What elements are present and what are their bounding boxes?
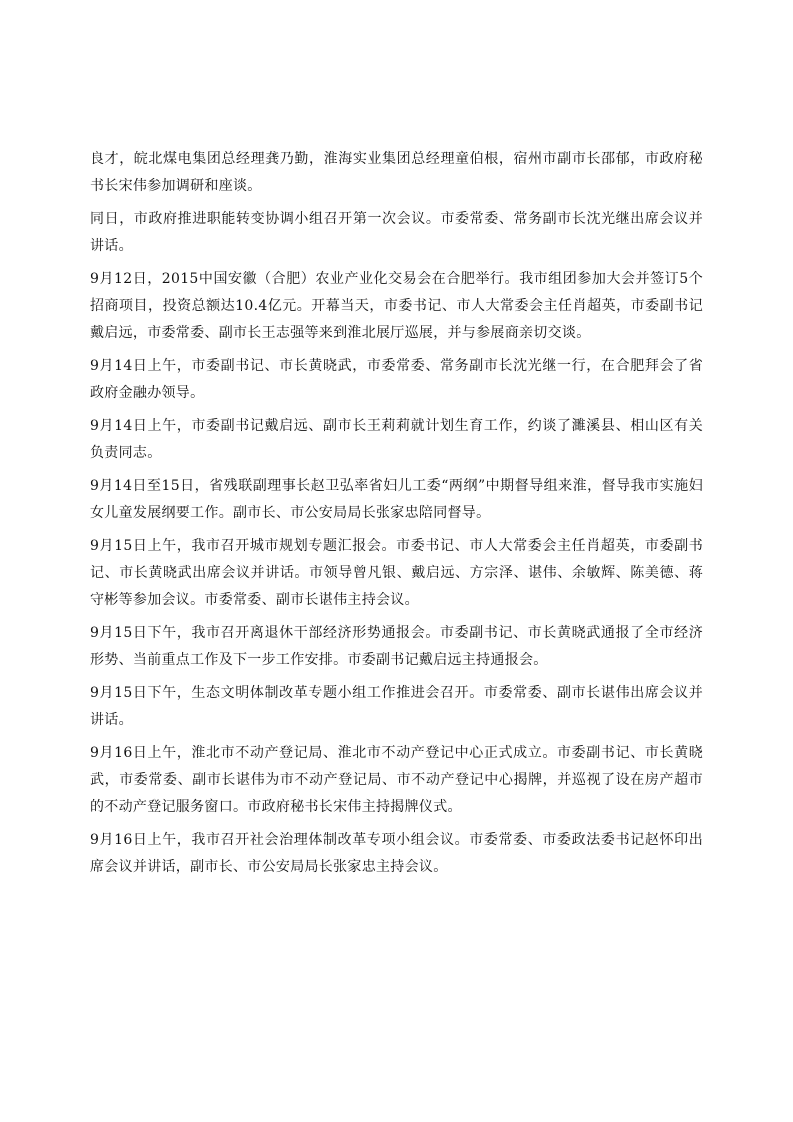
paragraph: 9月12日，2015中国安徽（合肥）农业产业化交易会在合肥举行。我市组团参加大会并签订5个招商项目，投资总额达10.4亿元。开幕当天，市委书记、市人大常委会主任肖超英，市委副书记戴启远，市委常委、副市长王志强等来到淮北展厅巡展，并与参展商亲切交谈。 [90, 271, 703, 341]
paragraph: 9月15日下午，生态文明体制改革专题小组工作推进会召开。市委常委、副市长谌伟出席会议并讲话。 [90, 685, 703, 728]
paragraph: 9月16日上午，淮北市不动产登记局、淮北市不动产登记中心正式成立。市委副书记、市长黄晓武，市委常委、副市长谌伟为市不动产登记局、市不动产登记中心揭牌，并巡视了设在房产超市的不动产登记服务窗口。市政府秘书长宋伟主持揭牌仪式。 [90, 745, 703, 815]
paragraph: 9月15日下午，我市召开离退休干部经济形势通报会。市委副书记、市长黄晓武通报了全市经济形势、当前重点工作及下一步工作安排。市委副书记戴启远主持通报会。 [90, 625, 703, 668]
paragraph: 9月14日上午，市委副书记、市长黄晓武，市委常委、常务副市长沈光继一行，在合肥拜会了省政府金融办领导。 [90, 358, 703, 401]
paragraph: 9月14日至15日，省残联副理事长赵卫弘率省妇儿工委“两纲”中期督导组来淮，督导我市实施妇女儿童发展纲要工作。副市长、市公安局局长张家忠陪同督导。 [90, 478, 703, 521]
document-body [90, 146, 703, 887]
paragraph: 9月16日上午，我市召开社会治理体制改革专项小组会议。市委常委、市委政法委书记赵怀印出席会议并讲话，副市长、市公安局局长张家忠主持会议。 [90, 832, 703, 875]
paragraph: 9月15日上午，我市召开城市规划专题汇报会。市委书记、市人大常委会主任肖超英，市委副书记、市长黄晓武出席会议并讲话。市领导曾凡银、戴启远、方宗泽、谌伟、余敏辉、陈美德、蒋守彬等参加会议。市委常委、副市长谌伟主持会议。 [90, 538, 703, 608]
paragraph: 良才，皖北煤电集团总经理龚乃勤，淮海实业集团总经理童伯根，宿州市副市长邵郁，市政府秘书长宋伟参加调研和座谈。 [90, 151, 703, 194]
paragraph: 同日，市政府推进职能转变协调小组召开第一次会议。市委常委、常务副市长沈光继出席会议并讲话。 [90, 211, 703, 254]
paragraph: 9月14日上午，市委副书记戴启远、副市长王莉莉就计划生育工作，约谈了濉溪县、相山区有关负责同志。 [90, 418, 703, 461]
